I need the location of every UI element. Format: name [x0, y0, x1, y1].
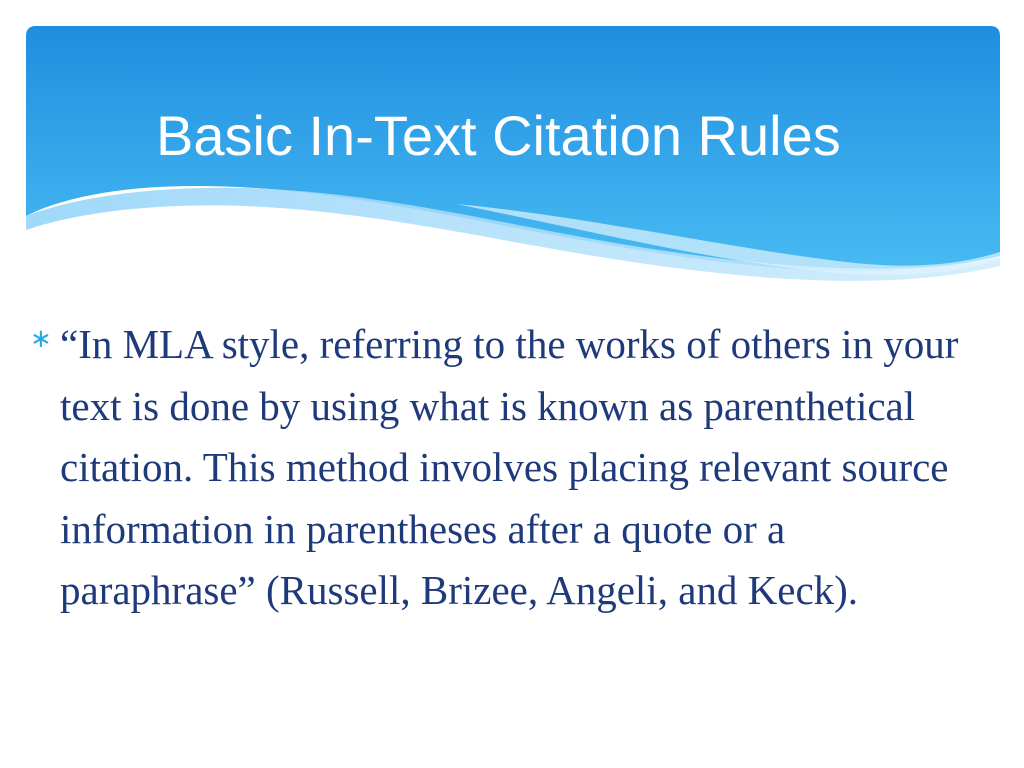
asterisk-bullet-icon: ∗	[30, 324, 52, 354]
bullet-item	[30, 314, 990, 622]
bullet-text: “In MLA style, referring to the works of others in your text is done by using what is known as parenthetical citation. This method involves placing relevant source information in parentheses after a quote or a paraphrase” (Russell, Brizee, Angeli, and Keck).	[60, 321, 959, 613]
title-banner	[26, 26, 1000, 286]
slide-title: Basic In-Text Citation Rules	[156, 104, 841, 167]
slide-body	[30, 314, 990, 622]
